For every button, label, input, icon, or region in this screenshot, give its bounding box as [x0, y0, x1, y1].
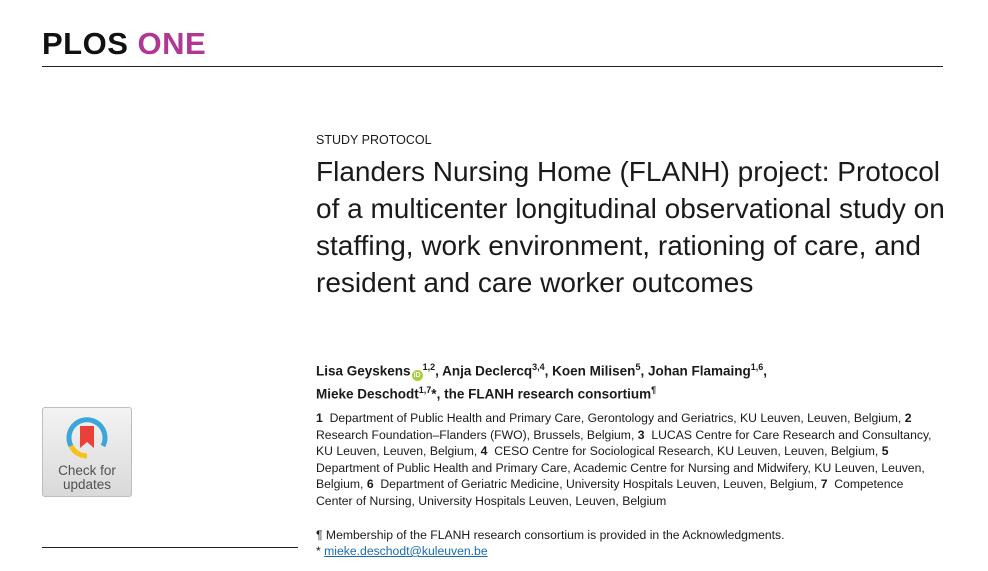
author-name[interactable]: Mieke Deschodt [316, 386, 419, 401]
author-name[interactable]: Koen Milisen [552, 363, 636, 379]
author-name[interactable]: Johan Flamaing [647, 363, 751, 379]
affiliation-number: 6 [366, 477, 374, 492]
membership-note: ¶ Membership of the FLANH research consortium is provided in the Acknowledgments. [316, 528, 785, 542]
affiliation-text: Department of Public Health and Primary Care, Gerontology and Geriatrics, KU Leuven, Leuven, Belgium, [329, 411, 902, 425]
affiliation-list [316, 410, 941, 510]
affiliation-number: 7 [820, 477, 828, 492]
author-list: Lisa Geyskens iD$^{1,2}$, Anja Declercq$^{3,4}$, Koen Milisen$^5$, Johan Flamaing$^{1,6}$, Mieke Deschodt$^{1,7}$*, the FLANH research consortium¶ [316, 362, 768, 401]
affiliation-number: 3 [637, 427, 645, 442]
affiliation-text: Department of Geriatric Medicine, University Hospitals Leuven, Leuven, Belgium, [380, 477, 818, 492]
affiliation-item [481, 444, 879, 458]
affiliation-text: Research Foundation–Flanders (FWO), Brussels, Belgium, [316, 427, 635, 442]
check-for-updates-badge[interactable] [42, 407, 132, 497]
article-title: Flanders Nursing Home (FLANH) project: Protocol of a multicenter longitudinal observational study on staffing, work environment, rationing of care, and resident and care worker outcomes [316, 156, 945, 298]
corresponding-email-link[interactable]: mieke.deschodt@kuleuven.be [324, 544, 488, 558]
corresponding-mark: * [431, 386, 437, 401]
affiliation-item [316, 411, 901, 425]
author-affil: 1,2 [422, 362, 436, 372]
affiliation-text: LUCAS Centre for Care Research and Consultancy, KU Leuven, Leuven, Belgium, [316, 427, 932, 459]
sidebar-rule [42, 547, 298, 548]
author-name[interactable]: the FLANH research consortium [444, 386, 652, 401]
author-affil: 1,6 [750, 362, 764, 372]
affiliation-number: 5 [881, 444, 889, 459]
badge-line-2: updates [62, 477, 112, 492]
badge-label [58, 464, 116, 492]
header-rule [42, 66, 943, 67]
author-affil: 3,4 [532, 362, 545, 372]
affiliation-text: Competence Center of Nursing, University Hospitals Leuven, Leuven, Belgium [316, 477, 904, 508]
orcid-icon[interactable]: iD [413, 371, 421, 379]
corresponding-mark: * [316, 544, 321, 558]
corresponding-email-row [316, 543, 488, 560]
author-name[interactable]: Anja Declercq [442, 363, 533, 379]
consortium-mark: ¶ [651, 384, 657, 395]
journal-name-one: ONE [137, 26, 207, 61]
badge-line-1: Check for [58, 463, 116, 478]
affiliation-item [367, 477, 817, 491]
journal-name-plos: PLOS [42, 26, 129, 61]
author-name[interactable]: Lisa Geyskens [316, 363, 411, 379]
author-affil: 5 [635, 362, 641, 372]
crossmark-icon [62, 414, 112, 462]
affiliation-text: CESO Centre for Sociological Research, KU Leuven, Leuven, Belgium, [494, 444, 879, 459]
journal-logo [42, 24, 206, 64]
affiliation-number: 2 [904, 411, 912, 425]
affiliation-number: 1 [316, 411, 323, 425]
affiliation-number: 4 [480, 444, 488, 459]
author-affil: 1,7 [418, 384, 432, 395]
article-type: STUDY PROTOCOL [316, 133, 432, 147]
affiliation-text: Department of Public Health and Primary Care, Academic Centre for Nursing and Midwifery, KU Leuven, Leuven, Belgium, [316, 460, 925, 492]
